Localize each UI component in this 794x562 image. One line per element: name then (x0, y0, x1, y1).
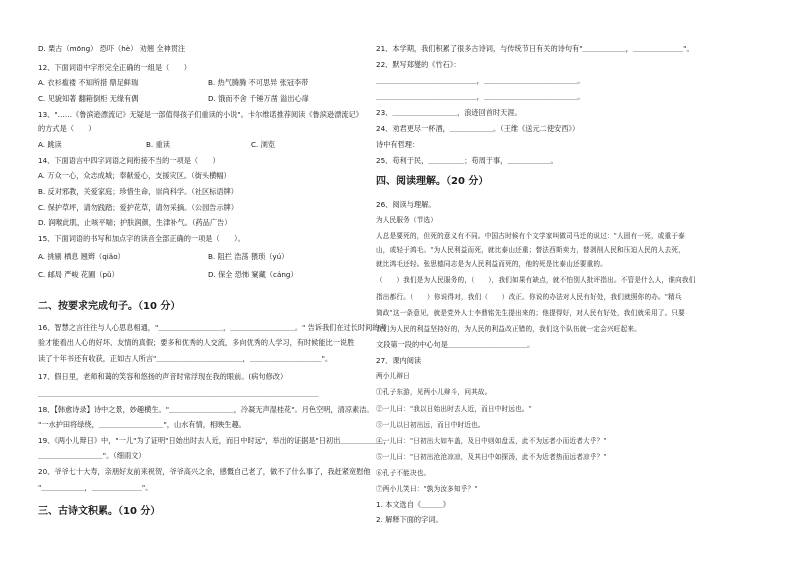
right-line-3: ＿＿＿＿＿＿＿＿＿＿＿＿＿＿，＿＿＿＿＿＿＿＿＿＿＿＿＿。 (376, 92, 585, 101)
right-line-9: 为人民服务（节选） (376, 216, 438, 224)
right-line-22: ③一儿以日初出远，而日中时近也。 (376, 421, 485, 429)
section-heading-0: 二、按要求完成句子。（10 分） (38, 301, 181, 312)
left-line-1: 12、下面词语中字形完全正确的一组是（ ） (38, 63, 191, 72)
right-line-11: 山，或轻于鸿毛。"为人民利益而死，就比泰山还重；替法西斯卖力，替剥削人民和压迫人民的人去死， (376, 246, 685, 254)
left-line-2: A. 衣衫褴褛 不知所措 鼎足鲜瑞 (38, 78, 139, 87)
left-line-29: ＿＿＿＿＿＿＿＿＿"。（细雨文） (38, 451, 146, 460)
left-line-22: 验才能看出人心的好坏、友情的真假；要多和优秀的人交流，多向优秀的人学习，有时候能比一说胜 (38, 338, 355, 347)
right-line-1: 22、默写郑燮的《竹石》： (376, 60, 461, 69)
section-heading-1: 三、古诗文积累。（10 分） (38, 506, 161, 517)
left-line-18: B. 阻拦 浩荡 猥琐（yú） (208, 252, 289, 261)
left-line-16: 15、下面词语的书写和加点字的读音全部正确的一项是（ ）。 (38, 234, 245, 243)
left-line-31: "＿＿＿＿＿＿，＿＿＿＿＿＿＿"。 (38, 483, 153, 492)
right-line-20: ①孔子东游，见两小儿辩斗，问其故。 (376, 388, 492, 396)
left-line-6: 13、"……《鲁滨逊漂流记》无疑是一部值得孩子们重读的小说"。卡尔维诺推荐阅读《鲁滨逊漂流记》 (38, 110, 363, 119)
right-line-2: ＿＿＿＿＿＿＿＿＿＿＿＿＿＿，＿＿＿＿＿＿＿＿＿＿＿＿＿。 (376, 76, 585, 85)
right-line-26: ⑦两小儿笑曰："孰为汝多知乎？" (376, 485, 478, 493)
right-line-24: ⑤一儿曰："日初出沧沧凉凉，及其日中如探汤，此不为近者热而远者凉乎？" (376, 453, 607, 461)
left-line-7: 的方式是（ ） (38, 124, 96, 133)
left-line-26: 18、【韩愈诗录】诗中之景，妙趣横生。"＿＿＿＿＿＿＿＿＿，冷凝无声湿桂花"。月色空明，清凉素洁。 (38, 405, 374, 414)
left-line-9: B. 重读 (146, 140, 170, 149)
right-line-6: 诗中有哲理： (376, 140, 420, 149)
left-line-23: 读了十年书还有收获，正如古人所言"＿＿＿＿＿＿＿＿＿＿＿＿，＿＿＿＿＿＿＿＿＿＿"。 (38, 354, 333, 363)
left-line-12: A. 万众一心，众志成城；奉献爱心，支援灾区。（街头横幅） (38, 171, 231, 180)
right-line-4: 23、＿＿＿＿＿＿＿＿＿，浪迹回首时天涯。 (376, 108, 522, 117)
left-line-28: 19、《两小儿辩日》中，"一儿"为了证明"日始出时去人近，而日中时远"，举出的证据是"日初出＿＿＿＿＿＿， (38, 436, 391, 445)
left-line-19: C. 邮局 严峻 花圃（pǔ） (38, 270, 119, 279)
right-line-5: 24、劝君更尽一杯酒，＿＿＿＿＿＿。（王维《送元二使安西》） (376, 124, 580, 133)
left-line-20: D. 保全 恐怖 窠藏（cáng） (208, 270, 298, 279)
left-line-4: C. 见貌知著 翻箱倒柜 无缘有偶 (38, 94, 139, 103)
left-line-24: 17、假日里，老师和蔼的笑容和悠扬的声音时常浮现在我的眼前。(病句修改） (38, 372, 288, 381)
left-line-3: B. 热气腾腾 不可思异 张冠李带 (208, 78, 309, 87)
left-line-10: C. 浏览 (251, 140, 275, 149)
right-line-27: 1. 本文选自《＿＿＿》 (376, 500, 450, 509)
right-line-8: 26、阅读与理解。 (376, 200, 436, 209)
left-line-13: B. 反对邪教，关爱家庭；珍惜生命，崇尚科学。（社区标语牌） (38, 187, 238, 196)
left-line-11: 14、下面语言中四字词语之间衔接不当的一项是（ ） (38, 156, 220, 165)
left-line-0: D. 栗古（mōng） 恐吓（hè） 劝翘 全神贯注 (38, 44, 186, 53)
right-line-12: 就比鸿毛还轻。张思德同志是为人民利益而死的，他的死是比泰山还要重的。 (376, 260, 607, 268)
left-line-27: "一水护田将绿绕，＿＿＿＿＿＿＿＿＿"，山水有情，相映生趣。 (38, 420, 246, 429)
left-line-21: 16、智慧之言往往与人心思息相通，"＿＿＿＿＿＿＿＿＿，＿＿＿＿＿＿＿＿＿。" 告诉我们在过长时间的考 (38, 323, 387, 332)
left-line-17: A. 挑剔 栖息 翘辫（qiǎo） (38, 252, 125, 261)
right-line-14: 指出都行。（ ）你说得对，我们（ ）改正。你说的办法对人民有好处，我们就照你的办。"精兵 (376, 293, 682, 301)
right-line-19: 两小儿辩日 (376, 372, 410, 380)
section-heading-2: 四、阅读理解。（20 分） (376, 176, 489, 187)
right-line-7: 25、苟利于民，＿＿＿＿＿；苟周于事，＿＿＿＿＿＿。 (376, 156, 558, 165)
right-line-17: 文段第一段的中心句是＿＿＿＿＿＿＿＿＿＿＿。 (376, 340, 535, 349)
right-line-23: ④一儿曰："日初出大如车盖，及日中则如盘盂，此不为远者小而近者大乎？" (376, 437, 607, 445)
right-line-21: ②一儿曰："我以日始出时去人近，而日中时远也。" (376, 405, 532, 413)
right-line-16: 我们为人民的利益坚持好的，为人民的利益改正错的，我们这个队伍就一定会兴旺起来。 (376, 325, 641, 333)
left-line-25: ＿＿＿＿＿＿＿＿＿＿＿＿＿＿＿＿＿＿＿＿＿＿＿＿＿＿＿＿＿＿＿＿＿＿＿＿＿＿＿ (38, 389, 319, 398)
left-line-15: D. 润喉此肌，止咳平喘；护肤润颜，生津补气。（药品广告） (38, 218, 232, 227)
right-line-25: ⑥孔子不能决也。 (376, 469, 431, 477)
right-line-10: 人总是要死的，但死的意义有不同。中国古时候有个文学家叫做司马迁的说过："人固有一死，或重于泰 (376, 232, 685, 240)
right-line-13: （ ）我们是为人民服务的，（ ），我们如果有缺点，就不怕别人批评指出。不管是什么人，谁向我们 (376, 276, 696, 284)
left-line-14: C. 保护草坪，请勿践踏；爱护花草，请勿采摘。（公园告示牌） (38, 203, 239, 212)
right-line-0: 21、本学期，我们积累了很多古诗词，与传统节日有关的诗句有"＿＿＿＿＿＿，＿＿＿＿＿＿＿"。 (376, 44, 694, 53)
left-line-30: 20、爷爷七十大寿，亲朋好友前来祝贺，爷爷高兴之余，感慨自己老了，做不了什么事了，我赶紧宽慰他 (38, 467, 371, 476)
right-line-15: 简政"这一条意见，就是党外人士李鼎铭先生提出来的；他提得好，对人民有好处，我们就采用了。只要 (376, 309, 685, 317)
left-line-5: D. 饿而不舍 千锤万凿 溢出心扉 (208, 94, 309, 103)
right-line-18: 27、课内阅读 (376, 356, 422, 365)
right-line-28: 2. 解释下面的字词。 (376, 515, 443, 524)
left-line-8: A. 跳读 (38, 140, 62, 149)
